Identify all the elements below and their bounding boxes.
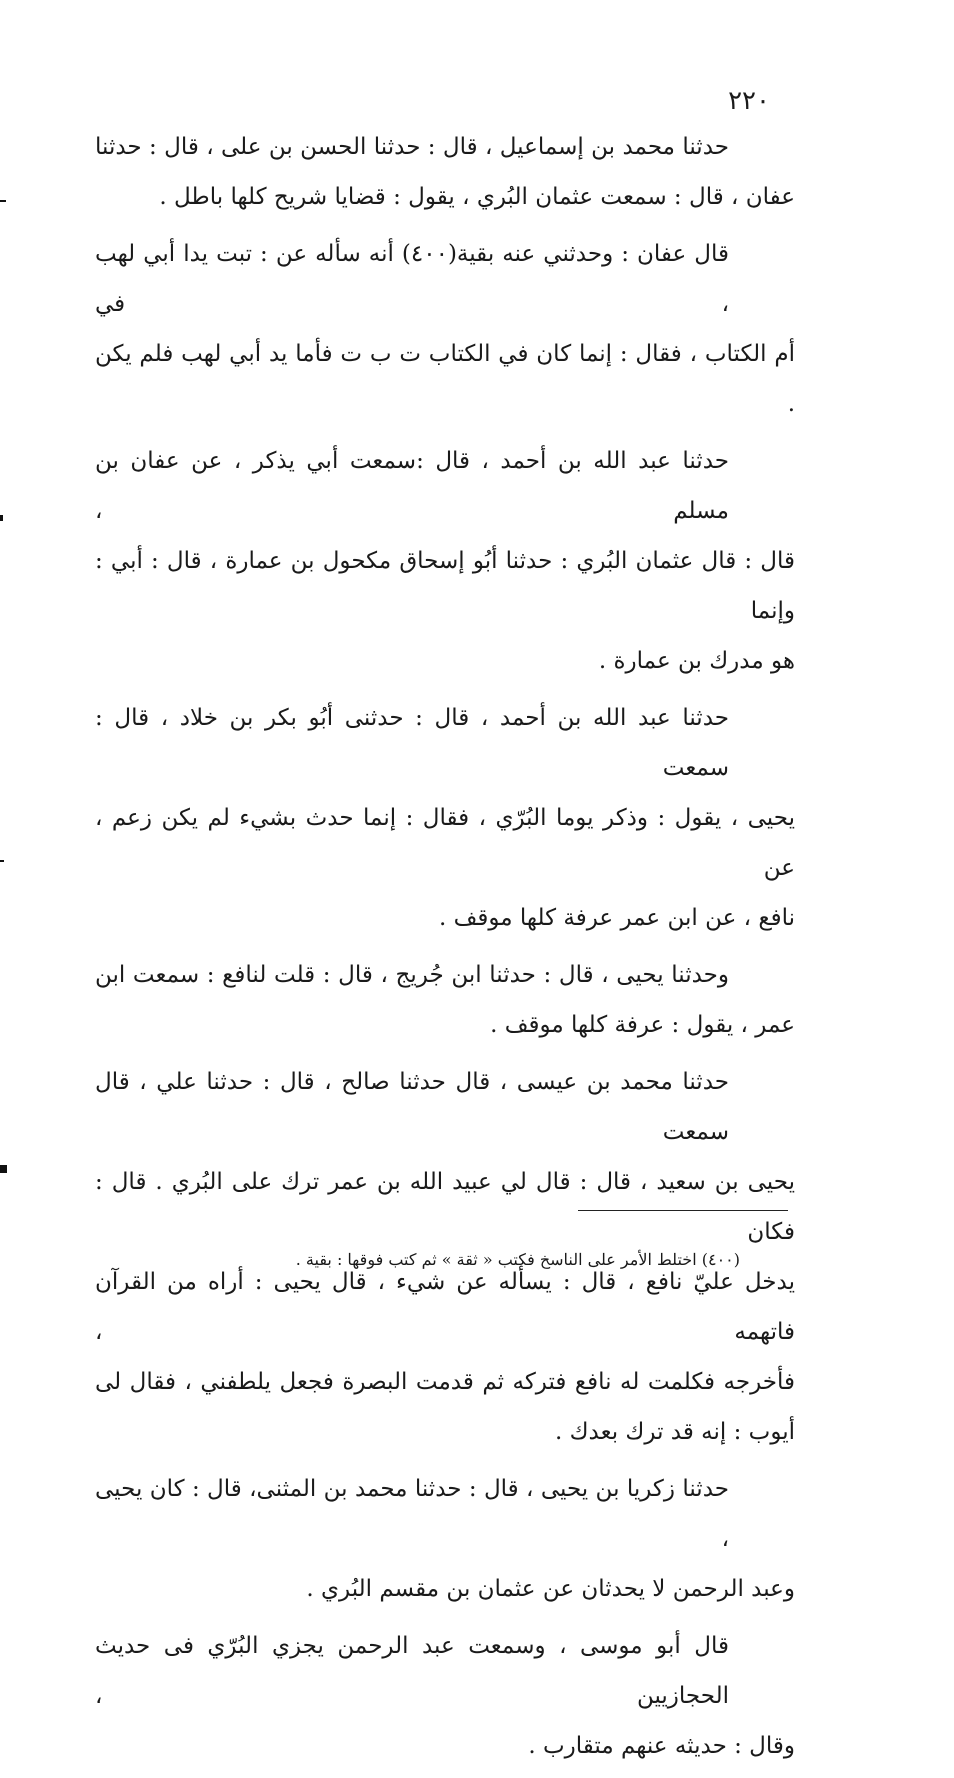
text-line: يحيى ، يقول : وذكر يوما البُرّي ، فقال : إنما حدث بشيء لم يكن زعم ، عن — [95, 805, 795, 881]
text-line: حدثنا زكريا بن يحيى ، قال : حدثنا محمد بن المثنى، قال : كان يحيى ، — [95, 1476, 729, 1552]
paragraph — [95, 1621, 795, 1771]
main-text — [95, 122, 795, 1778]
text-line: أم الكتاب ، فقال : إنما كان في الكتاب ت ب ت فأما يد أبي لهب فلم يكن . — [95, 341, 795, 417]
footnote: (٤٠٠) اختلط الأمر على الناسخ فكتب « ثقة » ثم كتب فوقها : بقية . — [295, 1250, 740, 1269]
paragraph — [95, 436, 795, 686]
text-line: حدثنا محمد بن إسماعيل ، قال : حدثنا الحسن بن على ، قال : حدثنا — [95, 134, 729, 160]
text-line: قال عفان : وحدثني عنه بقية(٤٠٠) أنه سأله عن : تبت يدا أبي لهب ، في — [95, 241, 729, 317]
text-line: هو مدرك بن عمارة . — [598, 648, 795, 674]
margin-mark — [0, 860, 4, 862]
text-line: يدخل عليّ نافع ، قال : يسأله عن شيء ، قال يحيى : أراه من القرآن فاتهمه ، — [95, 1269, 795, 1345]
paragraph — [95, 122, 795, 222]
paragraph — [95, 950, 795, 1050]
text-line: قال : قال عثمان البُري : حدثنا أبُو إسحاق مكحول بن عمارة ، قال : أبي : وإنما — [95, 548, 795, 624]
text-line: يحيى بن سعيد ، قال : قال لي عبيد الله بن عمر ترك على البُري . قال : فكان — [95, 1169, 795, 1245]
text-line: أيوب : إنه قد ترك بعدك . — [554, 1419, 795, 1445]
text-line: فأخرجه فكلمت له نافع فتركه ثم قدمت البصرة فجعل يلطفني ، فقال لى — [95, 1369, 795, 1395]
margin-mark — [0, 515, 3, 521]
page-number: ٢٢٠ — [728, 86, 770, 116]
paragraph — [95, 1464, 795, 1614]
text-line: عمر ، يقول : عرفة كلها موقف . — [490, 1012, 795, 1038]
margin-mark — [0, 1165, 7, 1173]
text-line: حدثنا عبد الله بن أحمد ، قال : حدثنى أبُو بكر بن خلاد ، قال : سمعت — [95, 705, 729, 781]
text-line: عفان ، قال : سمعت عثمان البُري ، يقول : قضايا شريح كلها باطل . — [159, 184, 795, 210]
margin-mark — [0, 200, 6, 202]
footnote-divider — [578, 1210, 788, 1211]
text-line: حدثنا محمد بن عيسى ، قال حدثنا صالح ، قال : حدثنا علي ، قال سمعت — [95, 1069, 729, 1145]
paragraph — [95, 229, 795, 429]
text-line: وحدثنا يحيى ، قال : حدثنا ابن جُريج ، قال : قلت لنافع : سمعت ابن — [95, 962, 729, 988]
text-line: قال أبو موسى ، وسمعت عبد الرحمن يجزي البُرّي فى حديث الحجازيين ، — [95, 1633, 729, 1709]
text-line: نافع ، عن ابن عمر عرفة كلها موقف . — [438, 905, 795, 931]
paragraph — [95, 693, 795, 943]
text-line: وقال : حديثه عنهم متقارب . — [528, 1733, 795, 1759]
text-line: حدثنا عبد الله بن أحمد ، قال :سمعت أبي يذكر ، عن عفان بن مسلم ، — [95, 448, 729, 524]
text-line: وعبد الرحمن لا يحدثان عن عثمان بن مقسم البُري . — [306, 1576, 795, 1602]
